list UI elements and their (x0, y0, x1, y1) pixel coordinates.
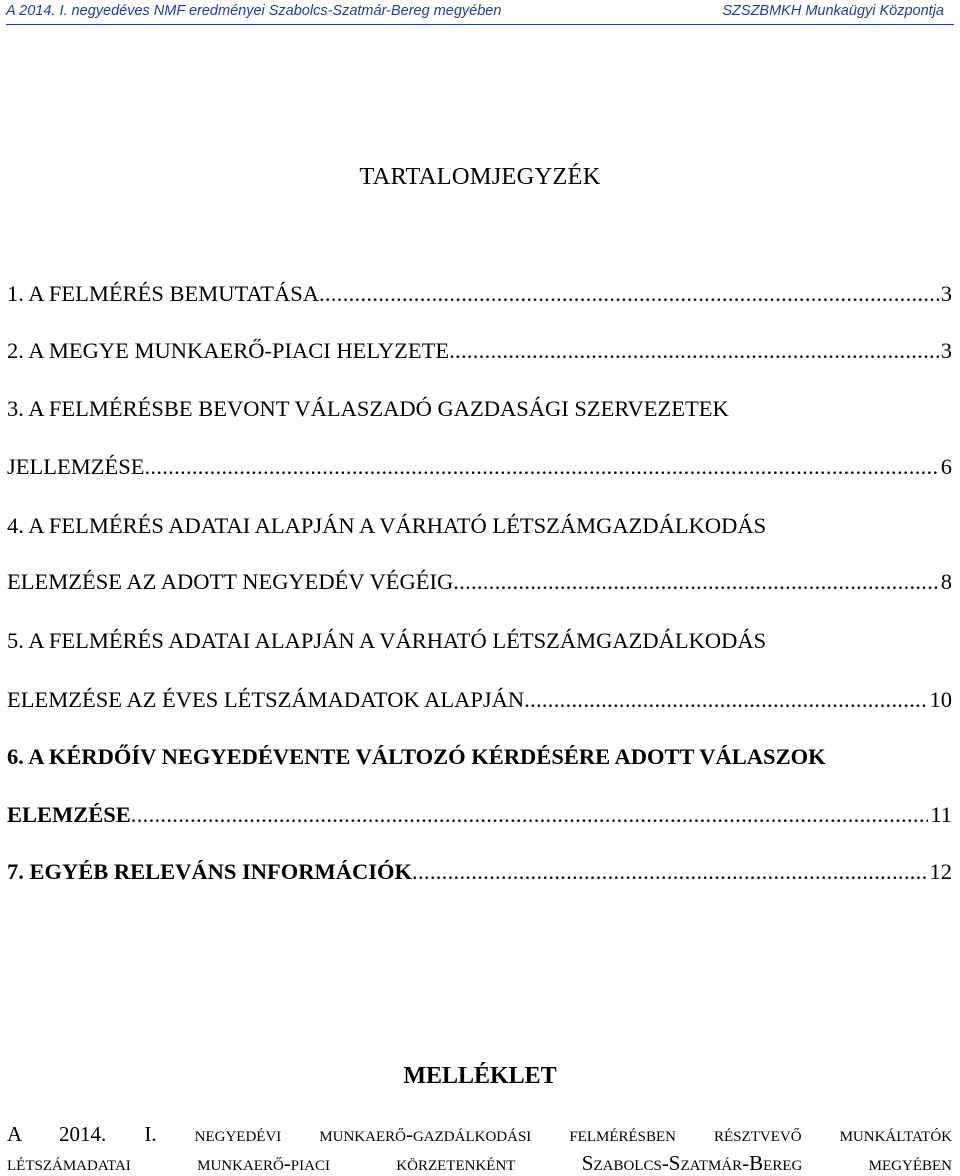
toc-entry-6-text: ELEMZÉSE (7, 802, 131, 827)
toc-entry-7-text: 7. EGYÉB RELEVÁNS INFORMÁCIÓK (7, 859, 413, 884)
header-rule (6, 24, 954, 25)
toc-entry-2-text: 2. A MEGYE MUNKAERŐ-PIACI HELYZETE (7, 338, 450, 363)
header-document-title: A 2014. I. negyedéves NMF eredményei Szabolcs-Szatmár-Bereg megyében (6, 3, 502, 19)
annex-caption-line-2: létszámadatai munkaerő-piaci körzetenként Szabolcs-Szatmár-Bereg megyében (7, 1151, 952, 1175)
toc-leader-dots (453, 568, 939, 596)
toc-entry-5[interactable] (7, 686, 952, 714)
toc-entry-5-line-1[interactable]: 5. A FELMÉRÉS ADATAI ALAPJÁN A VÁRHATÓ LÉTSZÁMGAZDÁLKODÁS (7, 628, 767, 653)
toc-entry-3[interactable] (7, 453, 952, 481)
toc-entry-5-text: ELEMZÉSE AZ ÉVES LÉTSZÁMADATOK ALAPJÁN (7, 687, 525, 712)
toc-entry-6-line-1[interactable]: 6. A KÉRDŐÍV NEGYEDÉVENTE VÁLTOZÓ KÉRDÉSÉRE ADOTT VÁLASZOK (7, 744, 826, 769)
annex-title: MELLÉKLET (403, 1063, 557, 1089)
header-organization: SZSZBMKH Munkaügyi Központja (722, 3, 944, 19)
toc-entry-2-page: 3 (940, 338, 952, 363)
toc-leader-dots (319, 280, 939, 308)
toc-entry-3-line-1[interactable]: 3. A FELMÉRÉSBE BEVONT VÁLASZADÓ GAZDASÁGI SZERVEZETEK (7, 396, 729, 421)
page-title: TARTALOMJEGYZÉK (359, 163, 601, 190)
toc-leader-dots (144, 453, 938, 481)
toc-entry-6[interactable] (7, 801, 952, 829)
toc-entry-7-page: 12 (929, 859, 952, 884)
toc-entry-1-text: 1. A FELMÉRÉS BEMUTATÁSA (7, 281, 319, 306)
toc-entry-2[interactable] (7, 337, 952, 365)
toc-entry-1-page: 3 (940, 281, 952, 306)
toc-entry-4[interactable] (7, 568, 952, 596)
toc-entry-3-page: 6 (940, 454, 952, 479)
toc-entry-4-line-1[interactable]: 4. A FELMÉRÉS ADATAI ALAPJÁN A VÁRHATÓ LÉTSZÁMGAZDÁLKODÁS (7, 513, 767, 538)
toc-leader-dots (449, 337, 939, 365)
toc-leader-dots (412, 858, 927, 886)
toc-entry-1[interactable] (7, 280, 952, 308)
annex-caption-line-1: A 2014. I. negyedévi munkaerő-gazdálkodási felmérésben résztvevő munkáltatók (7, 1122, 952, 1146)
toc-entry-6-page: 11 (930, 802, 952, 827)
toc-entry-7[interactable] (7, 858, 952, 886)
running-header (0, 0, 960, 24)
toc-entry-5-page: 10 (929, 687, 952, 712)
toc-leader-dots (524, 686, 927, 714)
toc-entry-3-text: JELLEMZÉSE (7, 454, 145, 479)
toc-entry-4-page: 8 (940, 569, 952, 594)
toc-entry-4-text: ELEMZÉSE AZ ADOTT NEGYEDÉV VÉGÉIG (7, 569, 454, 594)
toc-leader-dots (131, 801, 929, 829)
